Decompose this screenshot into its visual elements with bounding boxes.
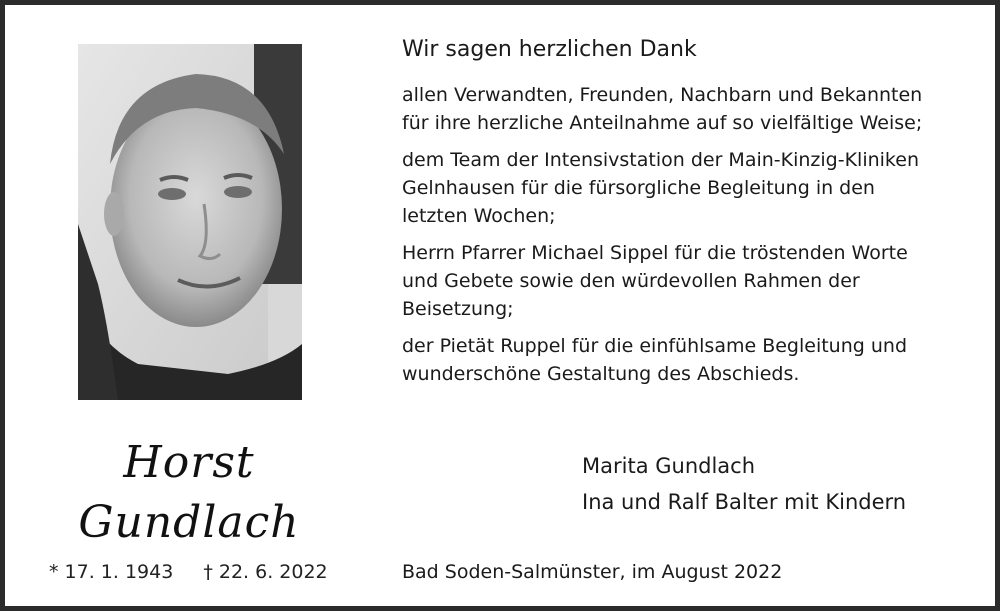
notice-heading: Wir sagen herzlichen Dank bbox=[402, 37, 697, 62]
paragraph-line: Gelnhausen für die fürsorgliche Begleitung in den bbox=[402, 177, 875, 199]
paragraph-relatives bbox=[402, 81, 982, 137]
deceased-last-name: Gundlach bbox=[78, 497, 300, 548]
thank-you-text bbox=[402, 35, 982, 397]
paragraph-clinic bbox=[402, 146, 982, 230]
paragraph-line: der Pietät Ruppel für die einfühlsame Begleitung und bbox=[402, 335, 908, 357]
paragraph-pastor bbox=[402, 239, 982, 323]
death-date: † 22. 6. 2022 bbox=[203, 561, 328, 583]
signer-name: Marita Gundlach bbox=[582, 454, 756, 478]
paragraph-line: und Gebete sowie den würdevollen Rahmen der bbox=[402, 270, 860, 292]
paragraph-line: allen Verwandten, Freunden, Nachbarn und Bekannten bbox=[402, 84, 923, 106]
paragraph-line: dem Team der Intensivstation der Main-Kinzig-Kliniken bbox=[402, 149, 919, 171]
paragraph-line: Herrn Pfarrer Michael Sippel für die tröstenden Worte bbox=[402, 242, 908, 264]
signers bbox=[582, 448, 906, 520]
paragraph-line: für ihre herzliche Anteilnahme auf so vielfältige Weise; bbox=[402, 112, 923, 134]
paragraph-line: wunderschöne Gestaltung des Abschieds. bbox=[402, 363, 800, 385]
portrait-photo bbox=[78, 44, 302, 400]
paragraph-line: Beisetzung; bbox=[402, 298, 514, 320]
place-and-date: Bad Soden-Salmünster, im August 2022 bbox=[402, 561, 783, 583]
signer-name: Ina und Ralf Balter mit Kindern bbox=[582, 490, 907, 514]
life-dates bbox=[49, 561, 328, 583]
deceased-first-name: Horst bbox=[123, 437, 255, 488]
paragraph-line: letzten Wochen; bbox=[402, 205, 556, 227]
birth-date: * 17. 1. 1943 bbox=[49, 561, 174, 583]
paragraph-funeral-home bbox=[402, 332, 982, 388]
portrait-image bbox=[78, 44, 302, 400]
